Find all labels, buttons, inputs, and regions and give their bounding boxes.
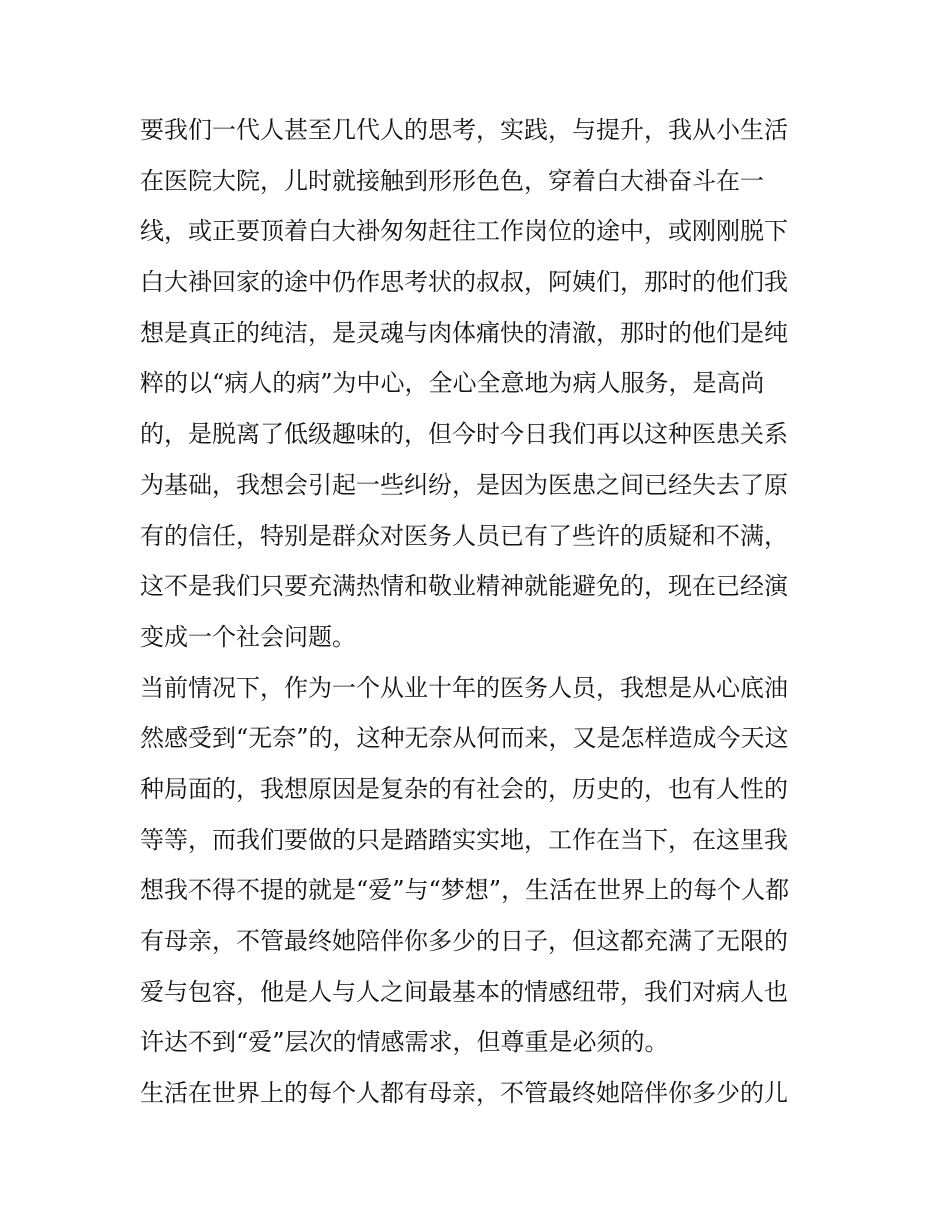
text-line: 等等，而我们要做的只是踏踏实实地，工作在当下，在这里我 [140,825,788,854]
body-text [140,105,820,1119]
text-line: 生活在世界上的每个人都有母亲，不管最终她陪伴你多少的儿 [140,1079,788,1108]
text-line: 想是真正的纯洁，是灵魂与肉体痛快的清澈，那时的他们是纯 [140,318,788,347]
text-line: 为基础，我想会引起一些纠纷，是因为医患之间已经失去了原 [140,470,788,499]
text-line: 然感受到“无奈”的，这种无奈从何而来，又是怎样造成今天这 [140,724,789,753]
text-line: 粹的以“病人的病”为中心，全心全意地为病人服务，是高尚 [140,369,765,398]
text-line: 想我不得不提的就是“爱”与“梦想”，生活在世界上的每个人都 [140,876,790,905]
text-line: 变成一个社会问题。 [140,622,356,651]
text-line: 要我们一代人甚至几代人的思考，实践，与提升，我从小生活 [140,116,788,144]
text-line: 有母亲，不管最终她陪伴你多少的日子，但这都充满了无限的 [140,927,788,955]
text-line: 爱与包容，他是人与人之间最基本的情感纽带，我们对病人也 [140,977,788,1006]
text-line: 的，是脱离了低级趣味的，但今时今日我们再以这种医患关系 [140,420,788,449]
text-line: 在医院大院，儿时就接触到形形色色，穿着白大褂奋斗在一 [140,166,764,195]
text-line: 当前情况下，作为一个从业十年的医务人员，我想是从心底油 [140,673,788,702]
text-line: 许达不到“爱”层次的情感需求，但尊重是必须的。 [140,1028,669,1057]
text-line: 线，或正要顶着白大褂匆匆赶往工作岗位的途中，或刚刚脱下 [140,217,788,246]
text-line: 白大褂回家的途中仍作思考状的叔叔，阿姨们，那时的他们我 [140,268,788,297]
text-line: 种局面的，我想原因是复杂的有社会的，历史的，也有人性的 [140,774,788,803]
text-line: 这不是我们只要充满热情和敬业精神就能避免的，现在已经演 [140,572,788,601]
text-line: 有的信任，特别是群众对医务人员已有了些许的质疑和不满， [140,521,788,550]
